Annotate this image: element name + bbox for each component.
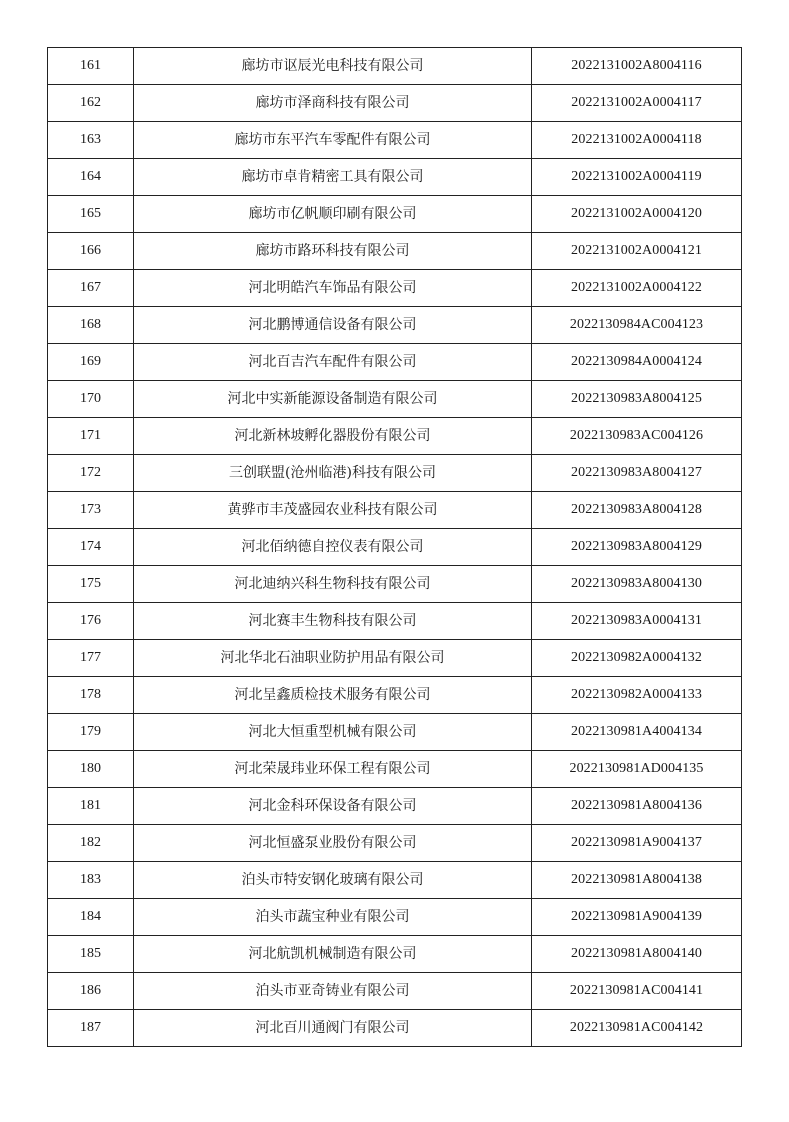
table-row <box>48 233 742 270</box>
table-row <box>48 418 742 455</box>
table-row <box>48 899 742 936</box>
company-name: 河北航凯机械制造有限公司 <box>134 936 532 973</box>
registration-code: 2022131002A0004120 <box>532 196 742 233</box>
registration-code: 2022131002A0004118 <box>532 122 742 159</box>
table-row <box>48 825 742 862</box>
registration-code: 2022130983A8004128 <box>532 492 742 529</box>
table-body <box>48 48 742 1047</box>
table-row <box>48 973 742 1010</box>
company-name: 廊坊市讴辰光电科技有限公司 <box>134 48 532 85</box>
registration-code: 2022130983A8004125 <box>532 381 742 418</box>
row-number: 161 <box>48 48 134 85</box>
row-number: 182 <box>48 825 134 862</box>
company-name: 廊坊市泽商科技有限公司 <box>134 85 532 122</box>
registration-code: 2022130984A0004124 <box>532 344 742 381</box>
registration-code: 2022130983A8004127 <box>532 455 742 492</box>
company-name: 廊坊市亿帆顺印刷有限公司 <box>134 196 532 233</box>
registration-code: 2022130981A9004137 <box>532 825 742 862</box>
company-name: 河北荣晟玮业环保工程有限公司 <box>134 751 532 788</box>
company-name: 河北呈鑫质检技术服务有限公司 <box>134 677 532 714</box>
company-name: 河北新林坡孵化器股份有限公司 <box>134 418 532 455</box>
table-row <box>48 381 742 418</box>
table-row <box>48 85 742 122</box>
table-row <box>48 640 742 677</box>
row-number: 186 <box>48 973 134 1010</box>
registration-code: 2022130981AC004142 <box>532 1010 742 1047</box>
row-number: 179 <box>48 714 134 751</box>
company-name: 河北百川通阀门有限公司 <box>134 1010 532 1047</box>
company-name: 廊坊市东平汽车零配件有限公司 <box>134 122 532 159</box>
table-row <box>48 159 742 196</box>
row-number: 173 <box>48 492 134 529</box>
table-row <box>48 714 742 751</box>
table-row <box>48 48 742 85</box>
company-name: 河北大恒重型机械有限公司 <box>134 714 532 751</box>
table-row <box>48 603 742 640</box>
row-number: 175 <box>48 566 134 603</box>
registration-code: 2022130981A8004138 <box>532 862 742 899</box>
row-number: 167 <box>48 270 134 307</box>
table-row <box>48 122 742 159</box>
company-name: 三创联盟(沧州临港)科技有限公司 <box>134 455 532 492</box>
registration-code: 2022130984AC004123 <box>532 307 742 344</box>
row-number: 164 <box>48 159 134 196</box>
row-number: 187 <box>48 1010 134 1047</box>
row-number: 171 <box>48 418 134 455</box>
row-number: 163 <box>48 122 134 159</box>
company-name: 河北佰纳德自控仪表有限公司 <box>134 529 532 566</box>
company-name: 河北迪纳兴科生物科技有限公司 <box>134 566 532 603</box>
registration-code: 2022130983A0004131 <box>532 603 742 640</box>
row-number: 183 <box>48 862 134 899</box>
table-row <box>48 529 742 566</box>
registration-code: 2022130982A0004133 <box>532 677 742 714</box>
company-name: 黄骅市丰茂盛园农业科技有限公司 <box>134 492 532 529</box>
row-number: 165 <box>48 196 134 233</box>
company-name: 河北明皓汽车饰品有限公司 <box>134 270 532 307</box>
table-row <box>48 307 742 344</box>
registration-code: 2022131002A0004119 <box>532 159 742 196</box>
registration-code: 2022130981A8004140 <box>532 936 742 973</box>
company-name: 泊头市特安钢化玻璃有限公司 <box>134 862 532 899</box>
company-name: 河北金科环保设备有限公司 <box>134 788 532 825</box>
row-number: 169 <box>48 344 134 381</box>
row-number: 170 <box>48 381 134 418</box>
row-number: 178 <box>48 677 134 714</box>
registration-code: 2022130983A8004130 <box>532 566 742 603</box>
company-name: 河北鹏博通信设备有限公司 <box>134 307 532 344</box>
table-row <box>48 455 742 492</box>
registration-code: 2022130981AC004141 <box>532 973 742 1010</box>
company-name: 河北赛丰生物科技有限公司 <box>134 603 532 640</box>
row-number: 181 <box>48 788 134 825</box>
registration-code: 2022130983AC004126 <box>532 418 742 455</box>
table-row <box>48 788 742 825</box>
table-row <box>48 751 742 788</box>
table-row <box>48 492 742 529</box>
registration-code: 2022130981AD004135 <box>532 751 742 788</box>
company-name: 泊头市亚奇铸业有限公司 <box>134 973 532 1010</box>
company-name: 河北中实新能源设备制造有限公司 <box>134 381 532 418</box>
registration-code: 2022130981A8004136 <box>532 788 742 825</box>
company-name: 泊头市蔬宝种业有限公司 <box>134 899 532 936</box>
company-name: 河北华北石油职业防护用品有限公司 <box>134 640 532 677</box>
row-number: 168 <box>48 307 134 344</box>
row-number: 184 <box>48 899 134 936</box>
registration-code: 2022131002A0004117 <box>532 85 742 122</box>
table-row <box>48 344 742 381</box>
registration-code: 2022130981A4004134 <box>532 714 742 751</box>
company-name: 廊坊市路环科技有限公司 <box>134 233 532 270</box>
company-name: 河北恒盛泵业股份有限公司 <box>134 825 532 862</box>
company-name: 廊坊市卓肯精密工具有限公司 <box>134 159 532 196</box>
registration-code: 2022131002A0004121 <box>532 233 742 270</box>
row-number: 162 <box>48 85 134 122</box>
table-row <box>48 936 742 973</box>
row-number: 172 <box>48 455 134 492</box>
registration-code: 2022130981A9004139 <box>532 899 742 936</box>
registration-code: 2022131002A8004116 <box>532 48 742 85</box>
row-number: 185 <box>48 936 134 973</box>
table-row <box>48 196 742 233</box>
company-name: 河北百吉汽车配件有限公司 <box>134 344 532 381</box>
table-row <box>48 677 742 714</box>
table-row <box>48 566 742 603</box>
row-number: 176 <box>48 603 134 640</box>
row-number: 166 <box>48 233 134 270</box>
registration-code: 2022131002A0004122 <box>532 270 742 307</box>
row-number: 177 <box>48 640 134 677</box>
row-number: 180 <box>48 751 134 788</box>
registration-code: 2022130982A0004132 <box>532 640 742 677</box>
company-list-table <box>47 47 742 1047</box>
table-row <box>48 1010 742 1047</box>
table-row <box>48 270 742 307</box>
table-row <box>48 862 742 899</box>
row-number: 174 <box>48 529 134 566</box>
registration-code: 2022130983A8004129 <box>532 529 742 566</box>
